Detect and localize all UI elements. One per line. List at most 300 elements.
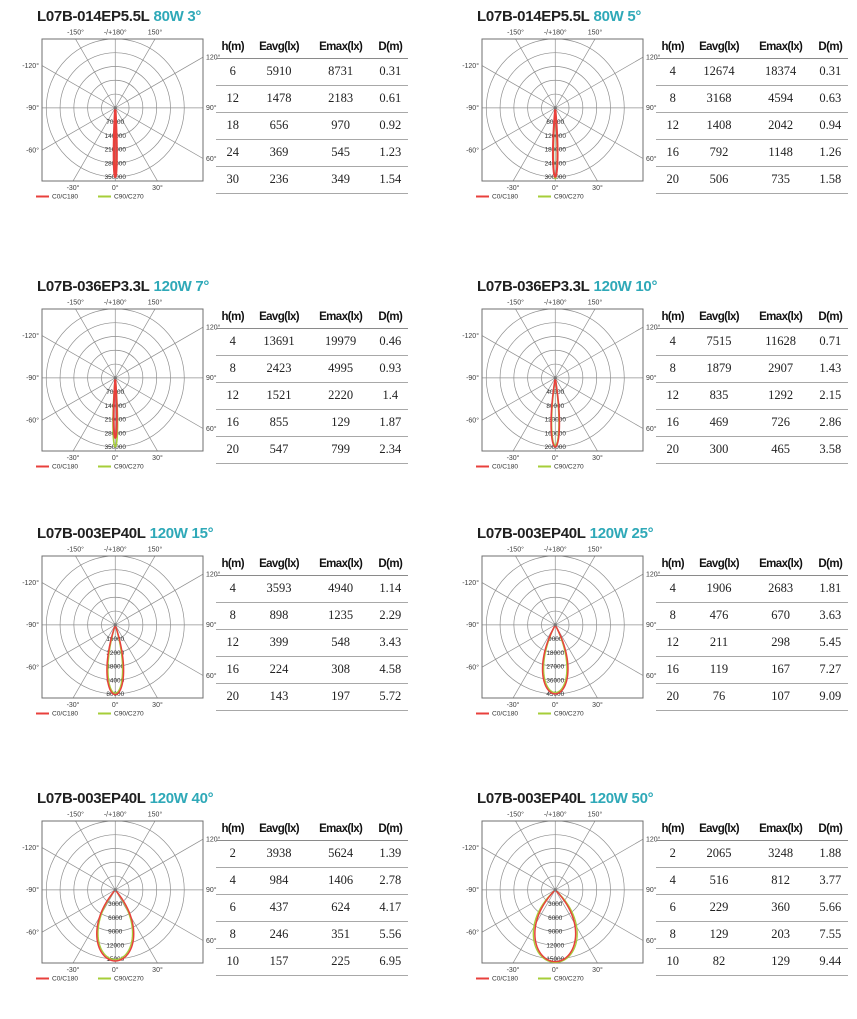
- table-header-row: [216, 309, 408, 329]
- angle-label: 120°: [646, 54, 661, 62]
- table-row: [656, 684, 848, 711]
- column-header: Eavg(lx): [249, 821, 308, 841]
- table-row: [216, 657, 408, 684]
- ring-value-label: 280000: [104, 160, 126, 168]
- table-row: [656, 922, 848, 949]
- panel-body: [462, 25, 857, 205]
- table-row: [216, 630, 408, 657]
- table-cell: 225: [309, 949, 373, 976]
- panel-body: [462, 542, 857, 722]
- column-header: h(m): [216, 39, 249, 59]
- angle-label: -/+180°: [543, 546, 567, 554]
- panel-body: [462, 807, 857, 987]
- angle-label: -60°: [26, 147, 39, 155]
- table-row: [216, 86, 408, 113]
- ring-value-label: 160000: [544, 430, 566, 438]
- model-name: L07B-003EP40L: [37, 790, 146, 807]
- table-cell: 129: [749, 949, 813, 976]
- table-cell: 16: [216, 410, 249, 437]
- legend-c0-label: C0/C180: [52, 710, 79, 718]
- table-cell: 5.56: [373, 922, 408, 949]
- ring-value-label: 240000: [544, 160, 566, 168]
- table-header-row: [216, 39, 408, 59]
- angle-label: 90°: [646, 375, 657, 383]
- table-cell: 3.58: [813, 437, 848, 464]
- angle-label: 30°: [592, 455, 603, 462]
- table-cell: 16: [656, 410, 689, 437]
- table-row: [656, 895, 848, 922]
- table-cell: 236: [249, 167, 308, 194]
- column-header: D(m): [373, 39, 408, 59]
- angle-label: -90°: [26, 105, 39, 113]
- ring-value-label: 80000: [546, 402, 565, 410]
- table-cell: 10: [216, 949, 249, 976]
- column-header: Emax(lx): [749, 821, 813, 841]
- table-row: [656, 603, 848, 630]
- wattage-beam-spec: 80W 5°: [593, 8, 642, 25]
- polar-diagram-svg: [10, 25, 234, 205]
- table-cell: 1.81: [813, 576, 848, 603]
- angle-label: 120°: [646, 324, 661, 332]
- legend-c90-label: C90/C270: [554, 193, 584, 201]
- angle-label: -90°: [466, 622, 479, 630]
- column-header: Eavg(lx): [249, 39, 308, 59]
- table-row: [216, 113, 408, 140]
- table-cell: 18374: [749, 59, 813, 86]
- column-header: Emax(lx): [749, 309, 813, 329]
- angle-label: 150°: [587, 299, 603, 307]
- table-cell: 548: [309, 630, 373, 657]
- ring-value-label: 40000: [546, 388, 565, 396]
- panel-title: [37, 790, 430, 807]
- ring-value-label: 210000: [104, 416, 126, 424]
- table-cell: 5624: [309, 841, 373, 868]
- polar-chart: [450, 295, 661, 475]
- table-cell: 469: [689, 410, 748, 437]
- angle-label: -30°: [506, 185, 520, 192]
- wattage-beam-spec: 80W 3°: [153, 8, 202, 25]
- table-cell: 1906: [689, 576, 748, 603]
- table-cell: 8: [656, 922, 689, 949]
- ring-value-label: 27000: [546, 663, 565, 671]
- angle-label: 60°: [646, 155, 657, 163]
- angle-label: 150°: [587, 29, 603, 37]
- table-row: [216, 437, 408, 464]
- legend-c0-label: C0/C180: [492, 975, 519, 983]
- column-header: h(m): [216, 309, 249, 329]
- illuminance-table: [656, 556, 848, 711]
- polar-diagram-svg: [450, 25, 674, 205]
- table-cell: 2683: [749, 576, 813, 603]
- table-cell: 1.23: [373, 140, 408, 167]
- model-name: L07B-003EP40L: [37, 525, 146, 542]
- angle-label: -60°: [26, 664, 39, 672]
- column-header: Emax(lx): [309, 309, 373, 329]
- wattage-beam-spec: 120W 25°: [589, 525, 654, 542]
- table-cell: 2.86: [813, 410, 848, 437]
- table-cell: 835: [689, 383, 748, 410]
- ring-value-label: 350000: [104, 444, 126, 452]
- angle-label: -60°: [466, 147, 479, 155]
- wattage-beam-spec: 120W 10°: [593, 278, 658, 295]
- table-cell: 2: [656, 841, 689, 868]
- polar-diagram-svg: [10, 542, 234, 722]
- wattage-beam-spec: 120W 15°: [149, 525, 214, 542]
- fixture-center-dot: [554, 888, 557, 891]
- angle-label: -/+180°: [103, 29, 127, 37]
- table-cell: 19979: [309, 329, 373, 356]
- angle-label: 150°: [147, 811, 163, 819]
- table-cell: 4.17: [373, 895, 408, 922]
- table-cell: 76: [689, 684, 748, 711]
- angle-label: -120°: [22, 332, 39, 340]
- fixture-center-dot: [114, 888, 117, 891]
- column-header: Emax(lx): [749, 39, 813, 59]
- ring-value-label: 3000: [108, 900, 123, 908]
- table-cell: 1406: [309, 868, 373, 895]
- table-cell: 20: [216, 684, 249, 711]
- table-cell: 7.27: [813, 657, 848, 684]
- legend-c90-label: C90/C270: [554, 975, 584, 983]
- table-cell: 16: [656, 140, 689, 167]
- table-row: [216, 383, 408, 410]
- table-cell: 24: [216, 140, 249, 167]
- column-header: D(m): [373, 821, 408, 841]
- wattage-beam-spec: 120W 50°: [589, 790, 654, 807]
- angle-label: -120°: [462, 579, 479, 587]
- panel-l07b-036ep3-3l-7deg: [22, 278, 430, 475]
- angle-label: 120°: [206, 54, 221, 62]
- table-cell: 1.14: [373, 576, 408, 603]
- table-cell: 0.71: [813, 329, 848, 356]
- table-cell: 12674: [689, 59, 748, 86]
- ring-value-label: 45000: [546, 691, 565, 699]
- table-cell: 2.29: [373, 603, 408, 630]
- ring-value-label: 12000: [106, 942, 125, 950]
- column-header: h(m): [656, 821, 689, 841]
- table-cell: 360: [749, 895, 813, 922]
- column-header: h(m): [216, 821, 249, 841]
- polar-diagram-svg: [450, 807, 674, 987]
- table-cell: 516: [689, 868, 748, 895]
- angle-label: -150°: [67, 29, 84, 37]
- table-cell: 203: [749, 922, 813, 949]
- table-cell: 0.94: [813, 113, 848, 140]
- angle-label: -150°: [507, 29, 524, 37]
- angle-label: 0°: [111, 967, 119, 974]
- table-cell: 8: [656, 603, 689, 630]
- table-cell: 6.95: [373, 949, 408, 976]
- table-row: [216, 684, 408, 711]
- table-header-row: [656, 39, 848, 59]
- polar-chart: [10, 295, 221, 475]
- ring-value-label: 15000: [546, 956, 565, 964]
- panel-title: [37, 525, 430, 542]
- table-cell: 9.44: [813, 949, 848, 976]
- ring-value-label: 70000: [106, 388, 125, 396]
- table-cell: 8: [216, 922, 249, 949]
- ring-value-label: 15000: [106, 956, 125, 964]
- legend-c90-label: C90/C270: [114, 193, 144, 201]
- table-cell: 229: [689, 895, 748, 922]
- illuminance-table: [656, 39, 848, 194]
- table-cell: 624: [309, 895, 373, 922]
- table-cell: 4: [216, 576, 249, 603]
- table-cell: 656: [249, 113, 308, 140]
- ring-value-label: 120000: [544, 416, 566, 424]
- ring-value-label: 210000: [104, 146, 126, 154]
- ring-value-label: 180000: [544, 146, 566, 154]
- angle-label: -120°: [462, 844, 479, 852]
- angle-label: 150°: [587, 811, 603, 819]
- table-cell: 984: [249, 868, 308, 895]
- table-cell: 506: [689, 167, 748, 194]
- angle-label: -30°: [506, 455, 520, 462]
- table-cell: 6: [216, 895, 249, 922]
- table-cell: 2042: [749, 113, 813, 140]
- table-cell: 792: [689, 140, 748, 167]
- table-cell: 20: [656, 684, 689, 711]
- table-cell: 4.58: [373, 657, 408, 684]
- table-cell: 547: [249, 437, 308, 464]
- table-header-row: [216, 556, 408, 576]
- column-header: h(m): [656, 309, 689, 329]
- table-row: [656, 329, 848, 356]
- panel-l07b-036ep3-3l-10deg: [462, 278, 857, 475]
- table-cell: 1478: [249, 86, 308, 113]
- angle-label: 120°: [646, 571, 661, 579]
- table-cell: 3248: [749, 841, 813, 868]
- angle-label: -/+180°: [103, 546, 127, 554]
- table-cell: 4: [216, 329, 249, 356]
- table-cell: 0.46: [373, 329, 408, 356]
- angle-label: 60°: [206, 425, 217, 433]
- table-cell: 5910: [249, 59, 308, 86]
- ring-value-label: 120000: [544, 132, 566, 140]
- table-cell: 735: [749, 167, 813, 194]
- column-header: Emax(lx): [309, 821, 373, 841]
- illuminance-table: [216, 556, 408, 711]
- fixture-center-dot: [114, 106, 117, 109]
- angle-label: 90°: [646, 622, 657, 630]
- table-row: [216, 868, 408, 895]
- angle-label: 150°: [147, 29, 163, 37]
- angle-label: 30°: [152, 967, 163, 974]
- panel-body: [22, 542, 430, 722]
- ring-value-label: 200000: [544, 444, 566, 452]
- model-name: L07B-014EP5.5L: [477, 8, 590, 25]
- table-cell: 1148: [749, 140, 813, 167]
- fixture-center-dot: [554, 376, 557, 379]
- table-cell: 12: [216, 383, 249, 410]
- ring-value-label: 48000: [106, 663, 125, 671]
- polar-chart: [450, 25, 661, 205]
- angle-label: -120°: [462, 332, 479, 340]
- column-header: D(m): [813, 39, 848, 59]
- table-cell: 1.58: [813, 167, 848, 194]
- column-header: D(m): [813, 309, 848, 329]
- angle-label: -60°: [466, 929, 479, 937]
- panel-body: [22, 807, 430, 987]
- table-row: [216, 603, 408, 630]
- legend-c90-label: C90/C270: [114, 975, 144, 983]
- wattage-beam-spec: 120W 40°: [149, 790, 214, 807]
- angle-label: 90°: [646, 105, 657, 113]
- angle-label: -60°: [466, 417, 479, 425]
- angle-label: -/+180°: [543, 29, 567, 37]
- panel-l07b-003ep40l-25deg: [462, 525, 857, 722]
- angle-label: -90°: [466, 105, 479, 113]
- panel-l07b-003ep40l-50deg: [462, 790, 857, 987]
- table-row: [216, 329, 408, 356]
- legend-c90-label: C90/C270: [114, 710, 144, 718]
- ring-value-label: 350000: [104, 174, 126, 182]
- panel-title: [477, 525, 857, 542]
- table-row: [656, 949, 848, 976]
- illuminance-table: [656, 821, 848, 976]
- angle-label: 60°: [646, 425, 657, 433]
- table-row: [216, 167, 408, 194]
- angle-label: -150°: [507, 811, 524, 819]
- table-cell: 6: [216, 59, 249, 86]
- legend-c90-label: C90/C270: [554, 463, 584, 471]
- table-row: [656, 383, 848, 410]
- table-row: [656, 113, 848, 140]
- table-row: [216, 922, 408, 949]
- table-row: [656, 576, 848, 603]
- column-header: Eavg(lx): [689, 821, 748, 841]
- illuminance-table: [216, 39, 408, 194]
- angle-label: 90°: [206, 375, 217, 383]
- table-cell: 1.4: [373, 383, 408, 410]
- table-cell: 1.54: [373, 167, 408, 194]
- table-cell: 351: [309, 922, 373, 949]
- panel-l07b-003ep40l-40deg: [22, 790, 430, 987]
- column-header: Eavg(lx): [249, 309, 308, 329]
- table-cell: 1.88: [813, 841, 848, 868]
- column-header: Eavg(lx): [249, 556, 308, 576]
- angle-label: -90°: [466, 887, 479, 895]
- table-cell: 4995: [309, 356, 373, 383]
- table-cell: 1.39: [373, 841, 408, 868]
- angle-label: -30°: [66, 967, 80, 974]
- table-cell: 82: [689, 949, 748, 976]
- wattage-beam-spec: 120W 7°: [153, 278, 210, 295]
- angle-label: 60°: [206, 672, 217, 680]
- angle-label: -90°: [26, 375, 39, 383]
- angle-label: 150°: [147, 299, 163, 307]
- table-row: [656, 410, 848, 437]
- table-cell: 20: [656, 167, 689, 194]
- table-row: [216, 841, 408, 868]
- table-cell: 4594: [749, 86, 813, 113]
- ring-value-label: 18000: [546, 649, 565, 657]
- polar-diagram-svg: [450, 295, 674, 475]
- table-cell: 20: [216, 437, 249, 464]
- angle-label: -120°: [22, 62, 39, 70]
- ring-value-label: 12000: [546, 942, 565, 950]
- angle-label: -150°: [507, 546, 524, 554]
- angle-label: -30°: [506, 967, 520, 974]
- table-header-row: [216, 821, 408, 841]
- fixture-center-dot: [114, 376, 117, 379]
- table-header-row: [656, 821, 848, 841]
- illuminance-table: [216, 821, 408, 976]
- table-cell: 8: [656, 356, 689, 383]
- polar-chart: [10, 807, 221, 987]
- table-cell: 143: [249, 684, 308, 711]
- table-cell: 1.87: [373, 410, 408, 437]
- angle-label: 60°: [206, 155, 217, 163]
- panel-body: [462, 295, 857, 475]
- ring-value-label: 6000: [108, 914, 123, 922]
- angle-label: 120°: [206, 324, 221, 332]
- angle-label: -60°: [26, 417, 39, 425]
- angle-label: -30°: [66, 455, 80, 462]
- table-cell: 399: [249, 630, 308, 657]
- ring-value-label: 80000: [106, 691, 125, 699]
- angle-label: -/+180°: [543, 811, 567, 819]
- table-cell: 8: [216, 603, 249, 630]
- angle-label: -150°: [67, 811, 84, 819]
- table-cell: 437: [249, 895, 308, 922]
- table-cell: 670: [749, 603, 813, 630]
- angle-label: -/+180°: [543, 299, 567, 307]
- polar-diagram-svg: [10, 807, 234, 987]
- table-cell: 13691: [249, 329, 308, 356]
- ring-value-label: 70000: [106, 118, 125, 126]
- table-cell: 2.78: [373, 868, 408, 895]
- angle-label: -/+180°: [103, 811, 127, 819]
- panel-l07b-003ep40l-15deg: [22, 525, 430, 722]
- legend-c90-label: C90/C270: [114, 463, 144, 471]
- angle-label: -30°: [506, 702, 520, 709]
- polar-chart: [10, 542, 221, 722]
- table-row: [656, 59, 848, 86]
- angle-label: -120°: [22, 844, 39, 852]
- table-cell: 167: [749, 657, 813, 684]
- angle-label: -120°: [22, 579, 39, 587]
- ring-value-label: 9000: [548, 928, 563, 936]
- angle-label: -150°: [507, 299, 524, 307]
- table-header-row: [656, 309, 848, 329]
- table-cell: 2.34: [373, 437, 408, 464]
- angle-label: 0°: [111, 702, 119, 709]
- table-cell: 4: [656, 329, 689, 356]
- angle-label: -90°: [466, 375, 479, 383]
- angle-label: 30°: [152, 185, 163, 192]
- table-cell: 4: [216, 868, 249, 895]
- table-cell: 3.77: [813, 868, 848, 895]
- table-row: [656, 86, 848, 113]
- table-cell: 5.66: [813, 895, 848, 922]
- angle-label: 30°: [592, 185, 603, 192]
- table-cell: 0.61: [373, 86, 408, 113]
- table-cell: 465: [749, 437, 813, 464]
- angle-label: 120°: [646, 836, 661, 844]
- table-cell: 20: [656, 437, 689, 464]
- angle-label: 30°: [592, 967, 603, 974]
- table-cell: 16: [216, 657, 249, 684]
- table-cell: 1.26: [813, 140, 848, 167]
- column-header: Emax(lx): [749, 556, 813, 576]
- legend-c0-label: C0/C180: [52, 463, 79, 471]
- table-cell: 10: [656, 949, 689, 976]
- table-cell: 197: [309, 684, 373, 711]
- table-cell: 1292: [749, 383, 813, 410]
- angle-label: -150°: [67, 299, 84, 307]
- polar-chart: [450, 542, 661, 722]
